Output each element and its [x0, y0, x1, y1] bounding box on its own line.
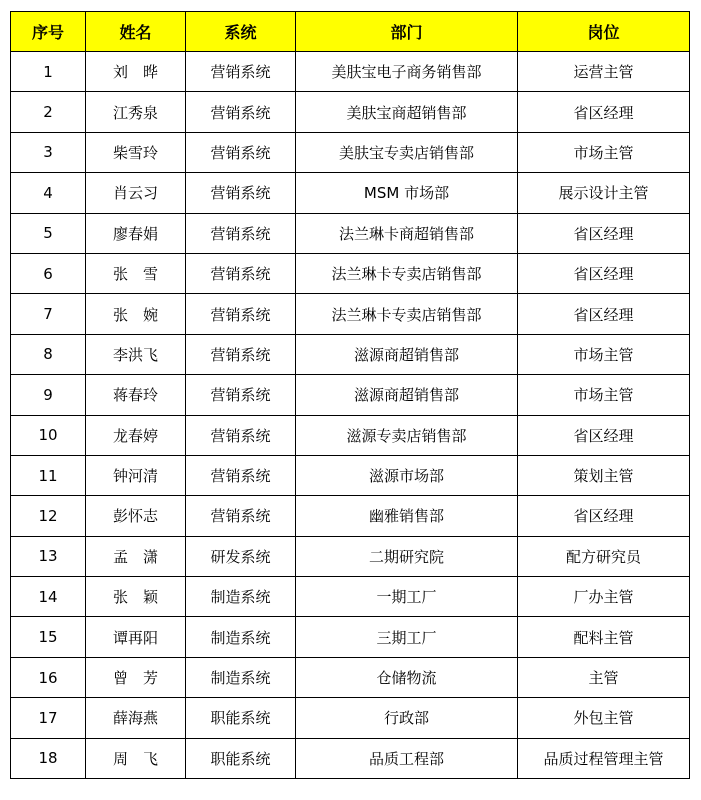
index-cell: 12 [11, 496, 86, 536]
position-cell: 品质过程管理主管 [518, 738, 690, 778]
name-cell: 周 飞 [86, 738, 186, 778]
department-cell: 一期工厂 [296, 577, 518, 617]
table-row [11, 738, 690, 778]
table-row [11, 455, 690, 495]
department-cell: 二期研究院 [296, 536, 518, 576]
position-cell: 省区经理 [518, 213, 690, 253]
index-cell: 7 [11, 294, 86, 334]
index-cell: 16 [11, 657, 86, 697]
index-cell: 14 [11, 577, 86, 617]
department-cell: 三期工厂 [296, 617, 518, 657]
index-cell: 3 [11, 132, 86, 172]
position-cell: 展示设计主管 [518, 173, 690, 213]
name-cell: 龙春婷 [86, 415, 186, 455]
header-cell-name: 姓名 [86, 12, 186, 52]
name-cell: 孟 潇 [86, 536, 186, 576]
system-cell: 营销系统 [186, 294, 296, 334]
department-cell: 行政部 [296, 698, 518, 738]
department-cell: 美肤宝电子商务销售部 [296, 52, 518, 92]
system-cell: 营销系统 [186, 253, 296, 293]
position-cell: 市场主管 [518, 132, 690, 172]
position-cell: 运营主管 [518, 52, 690, 92]
name-cell: 彭怀志 [86, 496, 186, 536]
table-row [11, 52, 690, 92]
header-cell-department: 部门 [296, 12, 518, 52]
table-body [11, 52, 690, 779]
table-row [11, 617, 690, 657]
department-cell: 法兰琳卡专卖店销售部 [296, 294, 518, 334]
department-cell: 滋源市场部 [296, 455, 518, 495]
index-cell: 10 [11, 415, 86, 455]
name-cell: 张 颖 [86, 577, 186, 617]
system-cell: 营销系统 [186, 132, 296, 172]
position-cell: 主管 [518, 657, 690, 697]
system-cell: 营销系统 [186, 334, 296, 374]
table-row [11, 415, 690, 455]
table-row [11, 132, 690, 172]
name-cell: 钟河清 [86, 455, 186, 495]
table-row [11, 657, 690, 697]
department-cell: 法兰琳卡专卖店销售部 [296, 253, 518, 293]
index-cell: 15 [11, 617, 86, 657]
table-row [11, 294, 690, 334]
name-cell: 蒋春玲 [86, 375, 186, 415]
position-cell: 配方研究员 [518, 536, 690, 576]
position-cell: 配料主管 [518, 617, 690, 657]
index-cell: 11 [11, 455, 86, 495]
department-cell: 美肤宝商超销售部 [296, 92, 518, 132]
system-cell: 营销系统 [186, 455, 296, 495]
system-cell: 营销系统 [186, 213, 296, 253]
position-cell: 省区经理 [518, 496, 690, 536]
system-cell: 制造系统 [186, 577, 296, 617]
department-cell: 滋源商超销售部 [296, 375, 518, 415]
system-cell: 营销系统 [186, 92, 296, 132]
system-cell: 营销系统 [186, 496, 296, 536]
table-row [11, 92, 690, 132]
position-cell: 市场主管 [518, 375, 690, 415]
position-cell: 省区经理 [518, 253, 690, 293]
index-cell: 18 [11, 738, 86, 778]
name-cell: 柴雪玲 [86, 132, 186, 172]
header-row [11, 12, 690, 52]
system-cell: 营销系统 [186, 415, 296, 455]
department-cell: 滋源专卖店销售部 [296, 415, 518, 455]
name-cell: 李洪飞 [86, 334, 186, 374]
position-cell: 策划主管 [518, 455, 690, 495]
employee-table-container [10, 11, 690, 779]
system-cell: 制造系统 [186, 617, 296, 657]
position-cell: 省区经理 [518, 92, 690, 132]
name-cell: 廖春娟 [86, 213, 186, 253]
index-cell: 4 [11, 173, 86, 213]
name-cell: 张 婉 [86, 294, 186, 334]
table-row [11, 577, 690, 617]
position-cell: 省区经理 [518, 415, 690, 455]
name-cell: 薛海燕 [86, 698, 186, 738]
index-cell: 13 [11, 536, 86, 576]
department-cell: 品质工程部 [296, 738, 518, 778]
system-cell: 制造系统 [186, 657, 296, 697]
name-cell: 张 雪 [86, 253, 186, 293]
table-row [11, 173, 690, 213]
position-cell: 厂办主管 [518, 577, 690, 617]
system-cell: 营销系统 [186, 52, 296, 92]
name-cell: 刘 晔 [86, 52, 186, 92]
department-cell: 法兰琳卡商超销售部 [296, 213, 518, 253]
index-cell: 2 [11, 92, 86, 132]
department-cell: 幽雅销售部 [296, 496, 518, 536]
table-row [11, 536, 690, 576]
header-cell-system: 系统 [186, 12, 296, 52]
position-cell: 市场主管 [518, 334, 690, 374]
system-cell: 职能系统 [186, 738, 296, 778]
index-cell: 6 [11, 253, 86, 293]
system-cell: 研发系统 [186, 536, 296, 576]
system-cell: 营销系统 [186, 375, 296, 415]
position-cell: 外包主管 [518, 698, 690, 738]
table-row [11, 496, 690, 536]
table-row [11, 698, 690, 738]
header-cell-position: 岗位 [518, 12, 690, 52]
system-cell: 职能系统 [186, 698, 296, 738]
header-cell-index: 序号 [11, 12, 86, 52]
system-cell: 营销系统 [186, 173, 296, 213]
index-cell: 8 [11, 334, 86, 374]
table-row [11, 213, 690, 253]
department-cell: 滋源商超销售部 [296, 334, 518, 374]
position-cell: 省区经理 [518, 294, 690, 334]
name-cell: 江秀泉 [86, 92, 186, 132]
department-cell: 仓储物流 [296, 657, 518, 697]
table-row [11, 334, 690, 374]
department-cell: MSM 市场部 [296, 173, 518, 213]
table-row [11, 375, 690, 415]
name-cell: 肖云习 [86, 173, 186, 213]
index-cell: 1 [11, 52, 86, 92]
index-cell: 9 [11, 375, 86, 415]
name-cell: 曾 芳 [86, 657, 186, 697]
employee-table [10, 11, 690, 779]
name-cell: 谭再阳 [86, 617, 186, 657]
department-cell: 美肤宝专卖店销售部 [296, 132, 518, 172]
table-row [11, 253, 690, 293]
index-cell: 5 [11, 213, 86, 253]
index-cell: 17 [11, 698, 86, 738]
